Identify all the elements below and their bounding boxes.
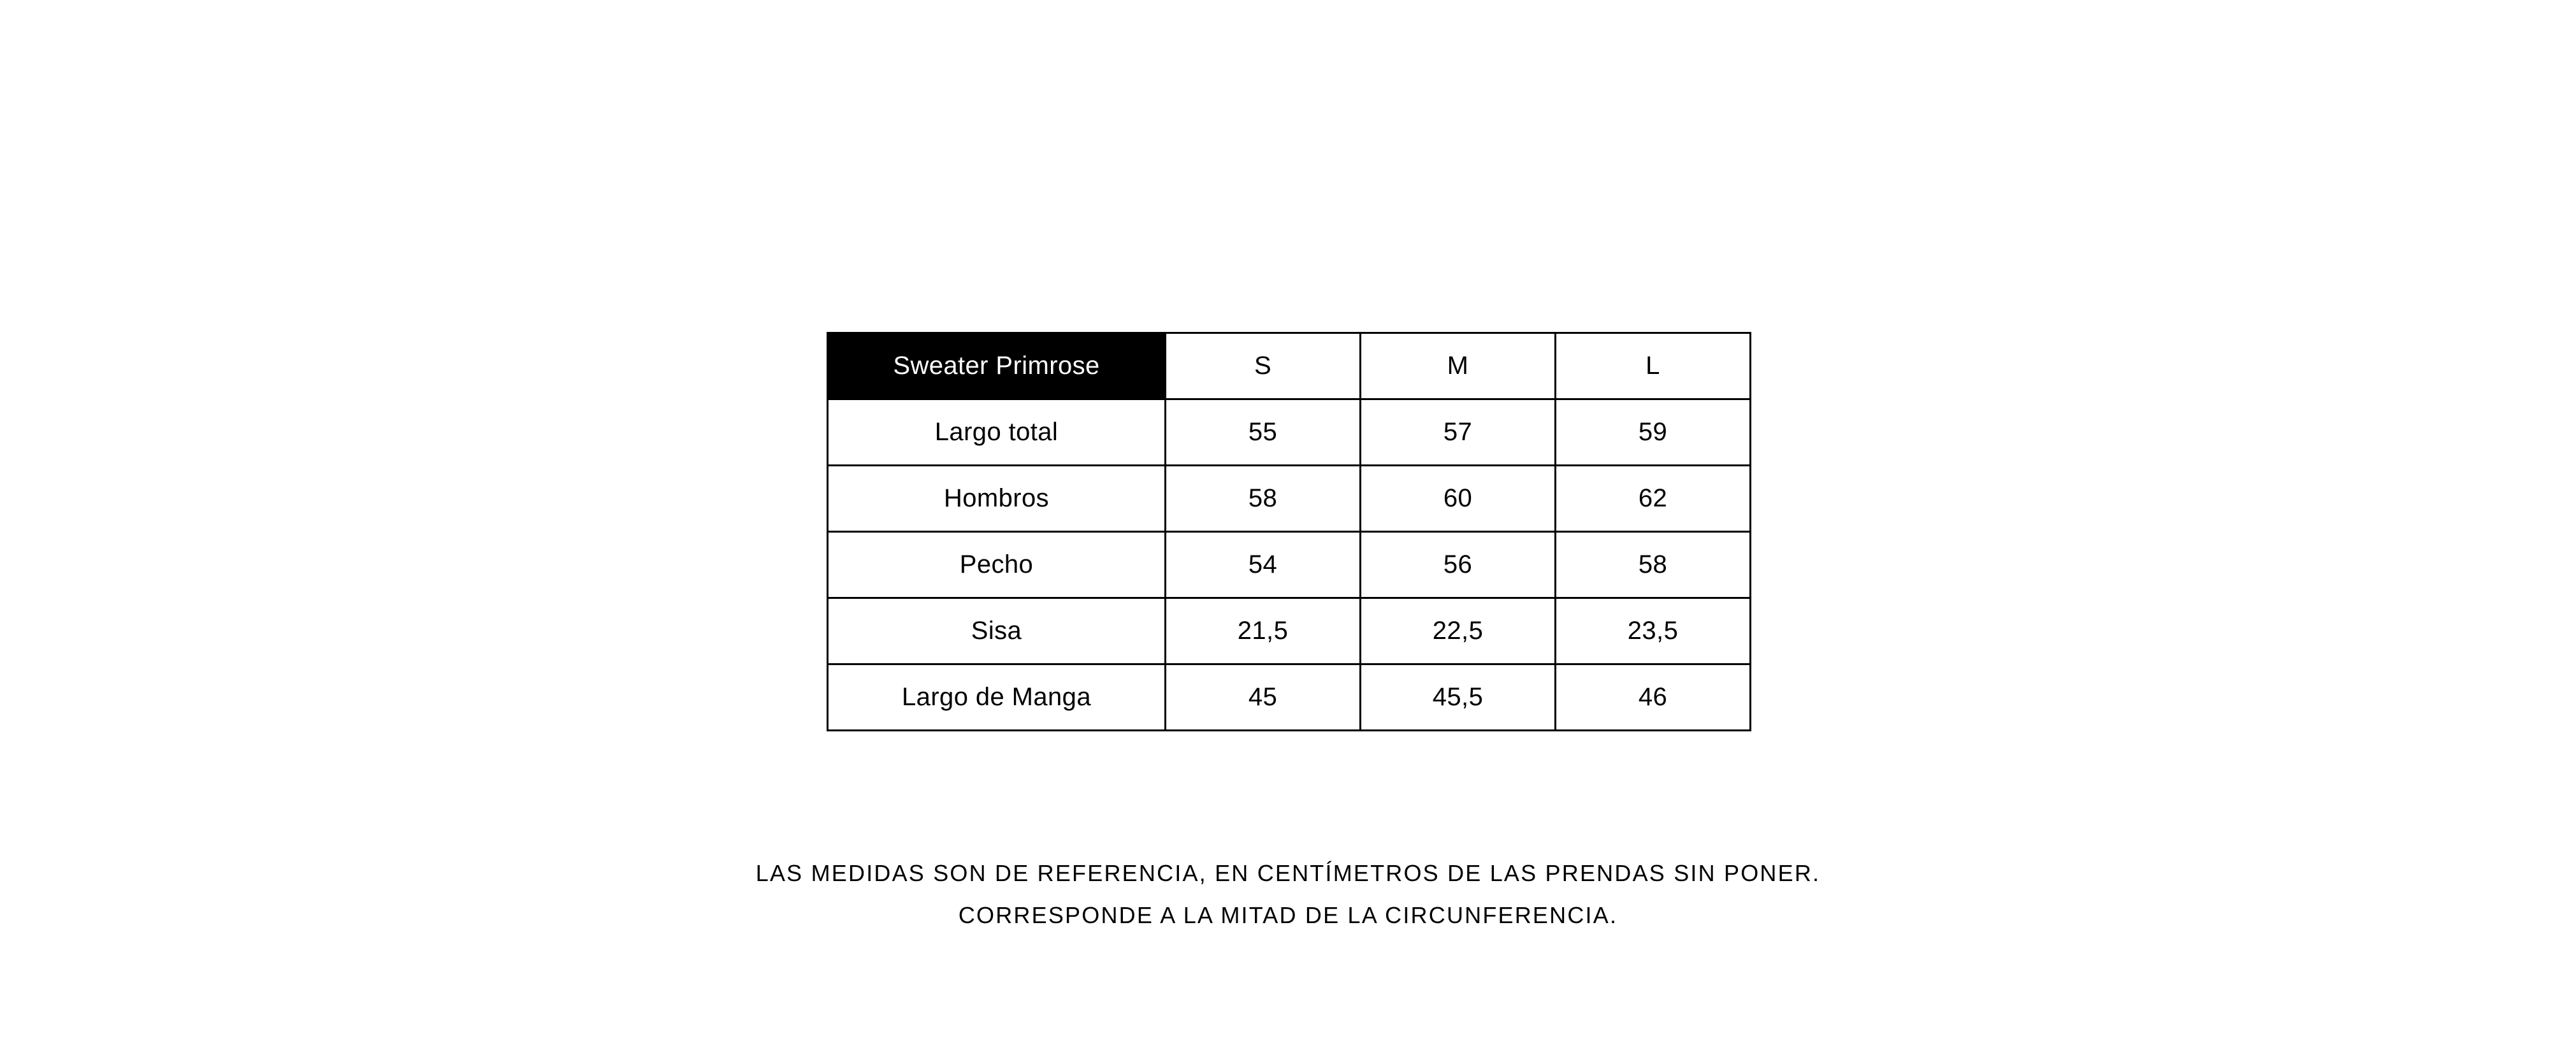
measurement-value-pecho-m: 56 bbox=[1361, 532, 1556, 598]
measurement-value-largo-total-l: 59 bbox=[1556, 399, 1751, 466]
measurement-label-hombros: Hombros bbox=[828, 466, 1166, 532]
measurement-label-pecho: Pecho bbox=[828, 532, 1166, 598]
size-header-l: L bbox=[1556, 333, 1751, 399]
measurement-value-hombros-l: 62 bbox=[1556, 466, 1751, 532]
measurement-value-largo-total-m: 57 bbox=[1361, 399, 1556, 466]
disclaimer-line-2: CORRESPONDE A LA MITAD DE LA CIRCUNFERENCIA. bbox=[958, 902, 1618, 928]
measurement-label-largo-total: Largo total bbox=[828, 399, 1166, 466]
measurement-value-hombros-m: 60 bbox=[1361, 466, 1556, 532]
measurement-value-pecho-l: 58 bbox=[1556, 532, 1751, 598]
size-header-s: S bbox=[1166, 333, 1361, 399]
measurement-value-largo-de-manga-s: 45 bbox=[1166, 664, 1361, 731]
size-header-m: M bbox=[1361, 333, 1556, 399]
product-name-header: Sweater Primrose bbox=[828, 333, 1166, 399]
measurement-label-sisa: Sisa bbox=[828, 598, 1166, 664]
measurement-value-largo-de-manga-m: 45,5 bbox=[1361, 664, 1556, 731]
table-row bbox=[828, 466, 1751, 532]
measurement-value-largo-total-s: 55 bbox=[1166, 399, 1361, 466]
table-row bbox=[828, 399, 1751, 466]
measurement-value-sisa-m: 22,5 bbox=[1361, 598, 1556, 664]
table-row bbox=[828, 532, 1751, 598]
measurement-value-sisa-s: 21,5 bbox=[1166, 598, 1361, 664]
table-header bbox=[828, 333, 1751, 399]
measurement-value-hombros-s: 58 bbox=[1166, 466, 1361, 532]
measurement-value-largo-de-manga-l: 46 bbox=[1556, 664, 1751, 731]
table-body bbox=[828, 399, 1751, 731]
table-row bbox=[828, 664, 1751, 731]
measurement-label-largo-de-manga: Largo de Manga bbox=[828, 664, 1166, 731]
disclaimer-line-1: LAS MEDIDAS SON DE REFERENCIA, EN CENTÍMETROS DE LAS PRENDAS SIN PONER. bbox=[755, 860, 1821, 886]
measurement-value-sisa-l: 23,5 bbox=[1556, 598, 1751, 664]
size-guide-table bbox=[827, 332, 1751, 731]
measurement-disclaimer bbox=[0, 852, 2576, 936]
measurement-value-pecho-s: 54 bbox=[1166, 532, 1361, 598]
size-table-container bbox=[827, 332, 1751, 731]
table-header-row bbox=[828, 333, 1751, 399]
table-row bbox=[828, 598, 1751, 664]
